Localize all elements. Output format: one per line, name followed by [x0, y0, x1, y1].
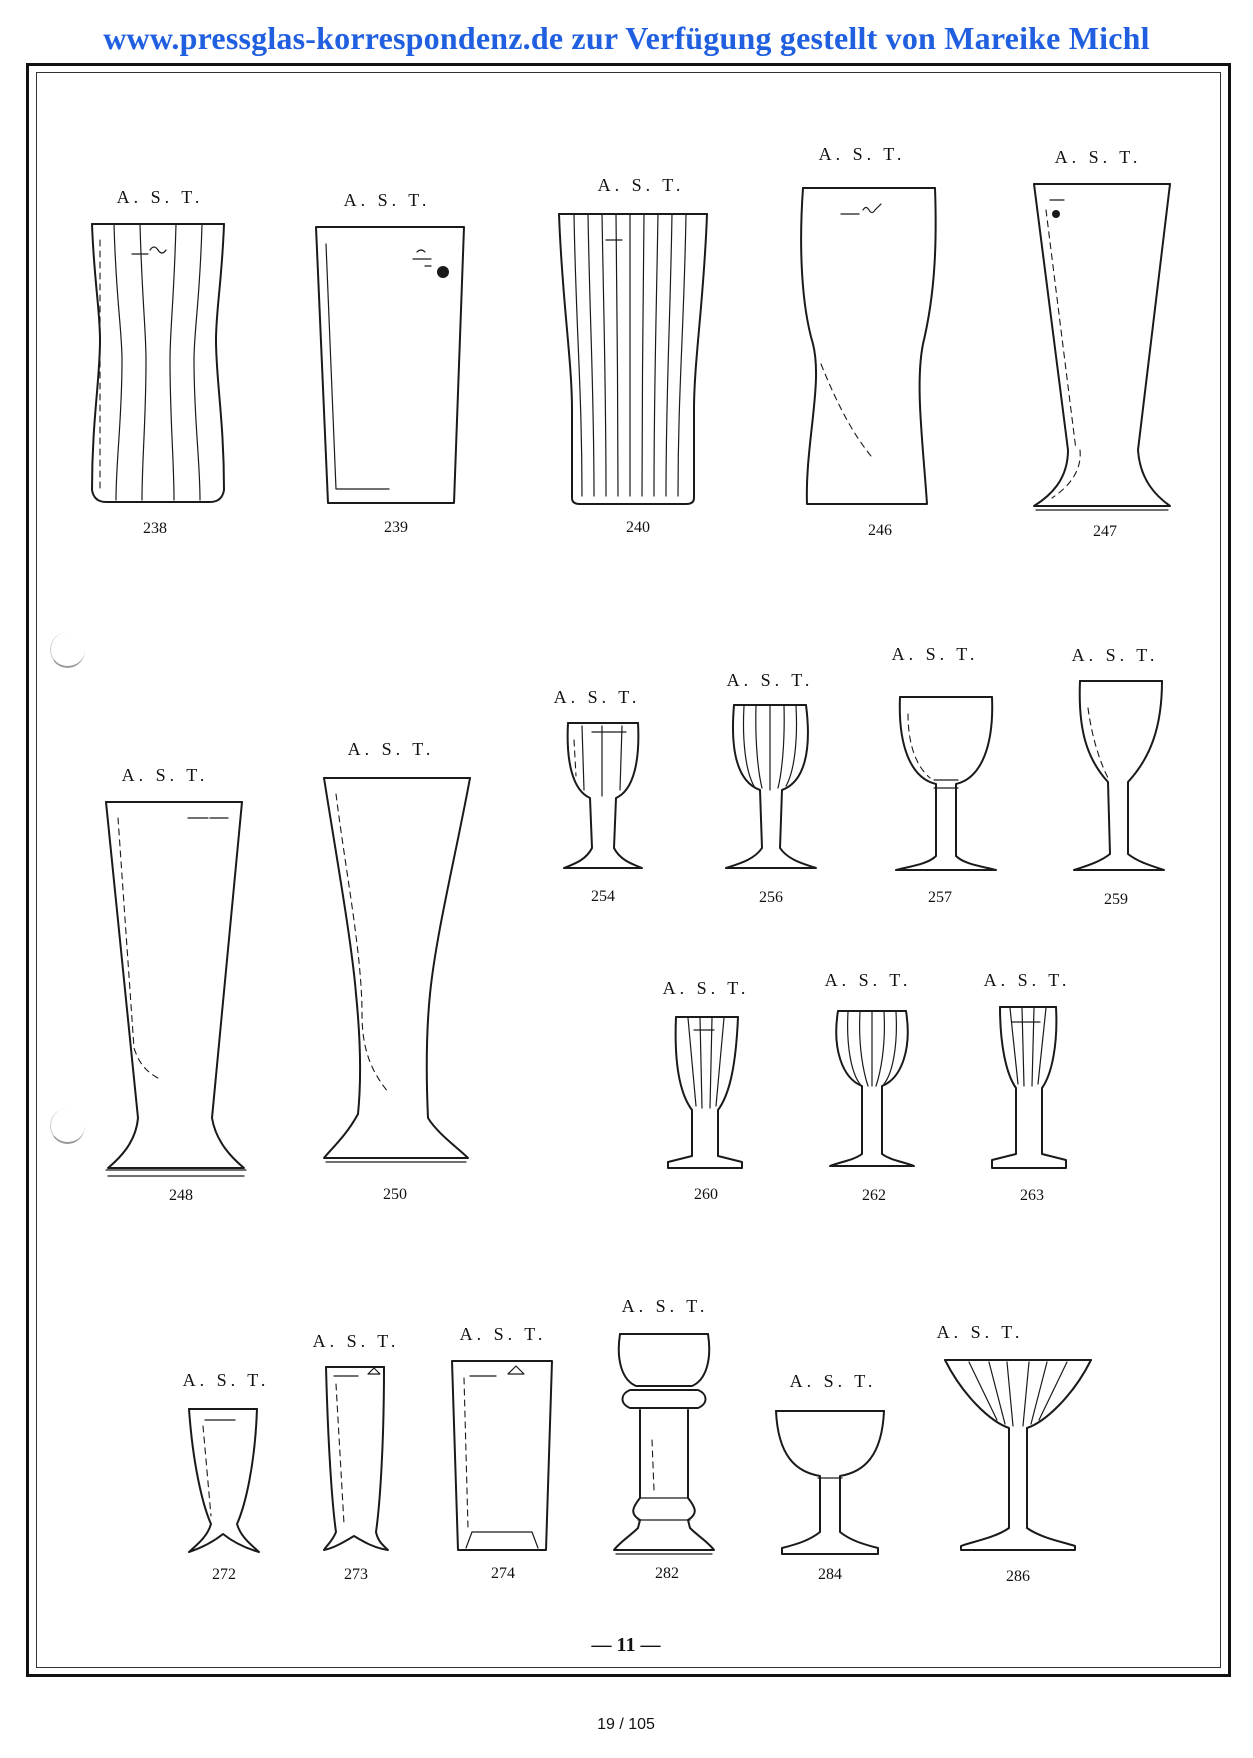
glass-263-drawing [990, 1004, 1068, 1172]
maker-mark-248: A. S. T. [121, 765, 209, 785]
punch-hole-bottom [50, 1108, 85, 1144]
maker-mark-286: A. S. T. [936, 1322, 1024, 1342]
item-number-247: 247 [1093, 523, 1117, 540]
glass-260-drawing [666, 1014, 744, 1172]
maker-mark-260: A. S. T. [662, 978, 750, 998]
maker-mark-284: A. S. T. [789, 1371, 877, 1391]
item-number-284: 284 [818, 1566, 842, 1583]
item-number-263: 263 [1020, 1187, 1044, 1204]
maker-mark-239: A. S. T. [343, 190, 431, 210]
item-number-274: 274 [491, 1565, 515, 1582]
glass-240-drawing [556, 210, 710, 508]
glass-286-drawing [943, 1356, 1093, 1554]
glass-282-drawing [612, 1330, 716, 1558]
maker-mark-240: A. S. T. [597, 175, 685, 195]
glass-274-drawing [450, 1358, 554, 1554]
glass-250-drawing [322, 774, 472, 1168]
maker-mark-282: A. S. T. [621, 1296, 709, 1316]
glass-238-drawing [88, 220, 228, 506]
maker-mark-272: A. S. T. [182, 1370, 270, 1390]
item-number-248: 248 [169, 1187, 193, 1204]
pdf-page-count: 19 / 105 [597, 1716, 655, 1733]
glass-257-drawing [894, 694, 998, 876]
maker-mark-247: A. S. T. [1054, 147, 1142, 167]
maker-mark-274: A. S. T. [459, 1324, 547, 1344]
item-number-273: 273 [344, 1566, 368, 1583]
item-number-256: 256 [759, 889, 783, 906]
punch-hole-top [50, 632, 85, 668]
glass-246-drawing [797, 184, 939, 508]
source-header: www.pressglas-korrespondenz.de zur Verfügung gestellt von Mareike Michl [103, 20, 1150, 56]
glass-247-drawing [1030, 180, 1174, 510]
item-number-246: 246 [868, 522, 892, 539]
item-number-272: 272 [212, 1566, 236, 1583]
maker-mark-257: A. S. T. [891, 644, 979, 664]
item-number-286: 286 [1006, 1568, 1030, 1585]
item-number-240: 240 [626, 519, 650, 536]
item-number-254: 254 [591, 888, 615, 905]
glass-239-drawing [313, 224, 467, 506]
glass-254-drawing [562, 720, 644, 872]
item-number-238: 238 [143, 520, 167, 537]
glass-272-drawing [187, 1406, 261, 1554]
item-number-260: 260 [694, 1186, 718, 1203]
glass-259-drawing [1072, 678, 1164, 878]
maker-mark-262: A. S. T. [824, 970, 912, 990]
glass-256-drawing [724, 702, 818, 874]
glass-273-drawing [322, 1364, 390, 1554]
item-number-257: 257 [928, 889, 952, 906]
page-number: — 11 — [591, 1634, 661, 1656]
maker-mark-246: A. S. T. [818, 144, 906, 164]
item-number-239: 239 [384, 519, 408, 536]
maker-mark-238: A. S. T. [116, 187, 204, 207]
maker-mark-273: A. S. T. [312, 1331, 400, 1351]
item-number-259: 259 [1104, 891, 1128, 908]
maker-mark-263: A. S. T. [983, 970, 1071, 990]
glass-284-drawing [774, 1406, 886, 1558]
maker-mark-250: A. S. T. [347, 739, 435, 759]
maker-mark-256: A. S. T. [726, 670, 814, 690]
glass-248-drawing [104, 798, 248, 1178]
maker-mark-254: A. S. T. [553, 687, 641, 707]
glass-262-drawing [828, 1008, 916, 1172]
item-number-262: 262 [862, 1187, 886, 1204]
maker-mark-259: A. S. T. [1071, 645, 1159, 665]
item-number-282: 282 [655, 1565, 679, 1582]
item-number-250: 250 [383, 1186, 407, 1203]
